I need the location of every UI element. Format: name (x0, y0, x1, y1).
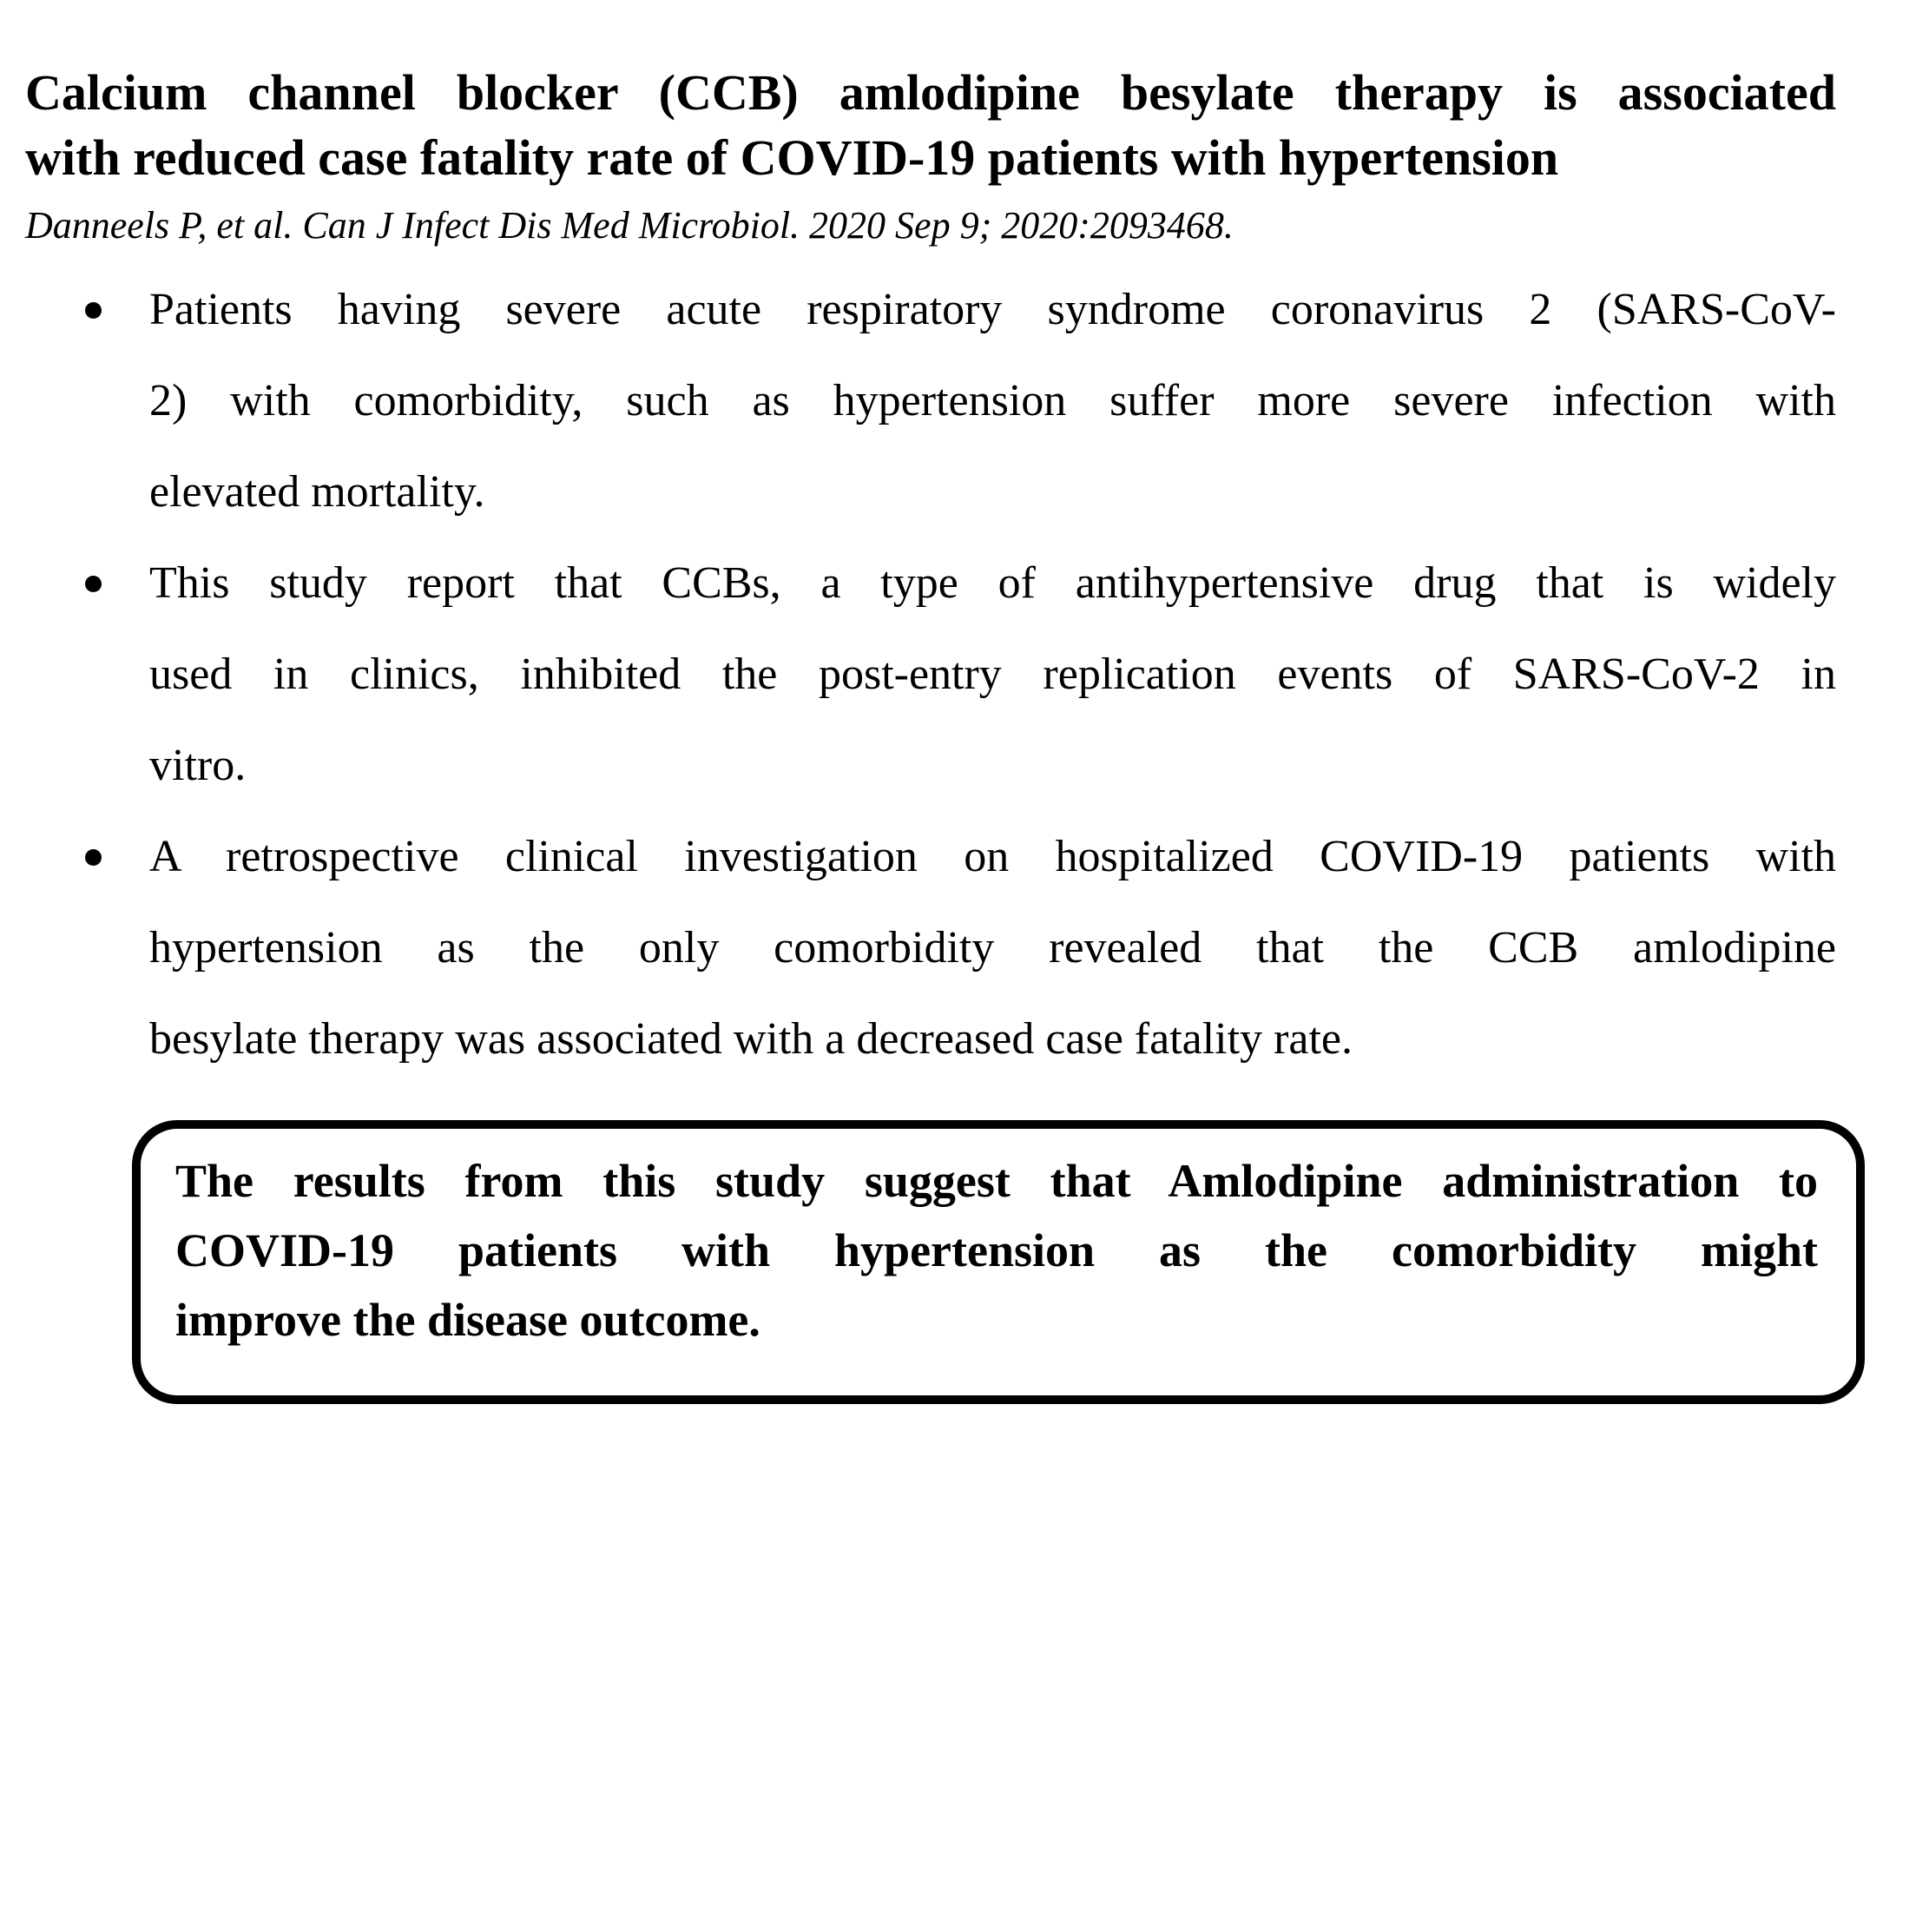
citation: Danneels P, et al. Can J Infect Dis Med Microbiol. 2020 Sep 9; 2020:2093468. (25, 204, 1234, 247)
bullet-2-line-2: used in clinics, inhibited the post-entry replication events of SARS-CoV-2 in (149, 649, 1836, 699)
bullet-1-line-1: Patients having severe acute respiratory syndrome coronavirus 2 (SARS-CoV- (149, 285, 1836, 334)
bullet-item-2 (25, 537, 1836, 811)
bullet-list (25, 264, 1836, 1085)
bullet-3-line-1: A retrospective clinical investigation on hospitalized COVID-19 patients with (149, 832, 1836, 881)
bullet-item-1 (25, 264, 1836, 537)
bullet-marker-icon (85, 576, 102, 592)
callout-line-3: improve the disease outcome. (175, 1294, 760, 1346)
document-title (25, 60, 1836, 190)
bullet-item-3 (25, 811, 1836, 1085)
title-line-1: Calcium channel blocker (CCB) amlodipine besylate therapy is associated (25, 64, 1836, 121)
bullet-1-line-3: elevated mortality. (149, 467, 485, 517)
callout-line-2: COVID-19 patients with hypertension as the comorbidity might (175, 1224, 1818, 1276)
title-line-2: with reduced case fatality rate of COVID-19 patients with hypertension (25, 129, 1559, 186)
callout-line-1: The results from this study suggest that Amlodipine administration to (175, 1155, 1818, 1207)
bullet-3-line-2: hypertension as the only comorbidity revealed that the CCB amlodipine (149, 923, 1836, 973)
bullet-1-line-2: 2) with comorbidity, such as hypertension suffer more severe infection with (149, 376, 1836, 425)
bullet-marker-icon (85, 302, 102, 319)
document-content (25, 0, 1836, 1404)
bullet-2-line-3: vitro. (149, 741, 247, 790)
callout-box (132, 1120, 1865, 1404)
bullet-2-line-1: This study report that CCBs, a type of antihypertensive drug that is widely (149, 558, 1836, 608)
bullet-marker-icon (85, 849, 102, 866)
bullet-3-line-3: besylate therapy was associated with a decreased case fatality rate. (149, 1014, 1353, 1064)
